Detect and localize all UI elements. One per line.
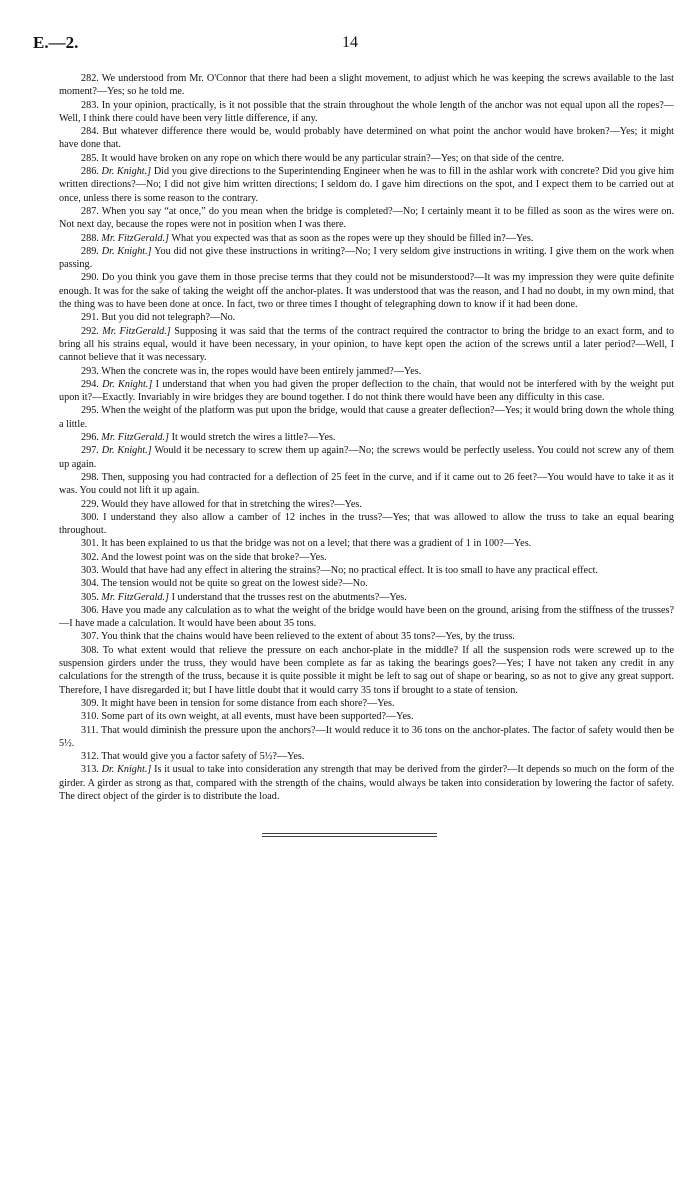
question-number: 308. <box>81 644 99 656</box>
testimony-paragraph <box>59 750 674 763</box>
question-answer-text: Have you made any calculation as to what the weight of the bridge would have been on the ground, arising from the stiffness of the trusses?—I have made a calculation. It would have been about 35 tons. <box>59 604 674 630</box>
testimony-paragraph <box>59 537 674 550</box>
question-answer-text: Supposing it was said that the terms of the contract required the contractor to bring the bridge to an exact form, and to bring all his strains equal, would it have been necessary, in your opinion, to have kept open the action of the screws until a later period?—Well, I cannot believe that it was necessary. <box>59 325 675 364</box>
testimony-paragraph <box>59 577 674 590</box>
question-number: 284. <box>81 126 99 138</box>
question-answer-text: Did you give directions to the Superintending Engineer when he was to fill in the ashlar work with concrete? Did you give him written directions?—No; I did not give him written directions; I seldom do. I gave him directions on the spot, and I expect them to be carried out at once, unless there is some reason to the contrary. <box>59 166 675 204</box>
question-answer-text: And the lowest point was on the side that broke?—Yes. <box>100 551 327 563</box>
question-number: 282. <box>81 73 99 84</box>
question-number: 290. <box>81 272 99 284</box>
testimony-paragraph <box>59 99 674 126</box>
question-answer-text: Would it be necessary to screw them up again?—No; the screws would be perfectly useless. You could not screw any of them up again. <box>59 445 674 470</box>
testimony-paragraph <box>59 630 674 643</box>
testimony-paragraph <box>59 564 674 577</box>
question-number: 312. <box>81 751 99 763</box>
testimony-paragraph <box>59 125 674 152</box>
testimony-paragraph <box>59 604 674 631</box>
question-answer-text: Do you think you gave them in those precise terms that they could not be misunderstood?—It was my impression they were quite definite enough. It was for the sake of taking the weight off the anchor-plates. It was understood that was the reason, and I had no doubt, in my own mind, that the thing was to have been done at once. In fact, two or three times I thought of telegraphing down to know if it had been done. <box>59 272 675 311</box>
question-answer-text: That would diminish the pressure upon the anchors?—It would reduce it to 36 tons on the anchor-plates. The factor of safety would then be 5½. <box>59 724 674 749</box>
testimony-paragraph <box>59 431 674 444</box>
question-number: 297. <box>81 445 99 457</box>
speaker-name: Mr. FitzGerald.] <box>101 232 170 244</box>
testimony-paragraph <box>59 271 674 311</box>
question-number: 295. <box>81 405 99 417</box>
question-number: 304. <box>81 578 99 590</box>
question-answer-text: I understand that the trusses rest on the abutments?—Yes. <box>171 591 407 603</box>
testimony-paragraph <box>59 644 674 697</box>
question-number: 294. <box>81 378 99 390</box>
testimony-paragraph <box>59 165 674 205</box>
question-answer-text: When you say “at once,” do you mean when the bridge is completed?—No; I certainly meant it to be filled as soon as the wires were on. Not next day, because the ropes were not in position when I was there. <box>59 205 674 231</box>
question-number: 292. <box>81 325 99 337</box>
question-answer-text: To what extent would that relieve the pressure on each anchor-plate in the middle? If all the suspension rods were screwed up to the suspension girders under the truss, they would have been complete as far as taking the bearings goes?—Yes; I have not taken any credit in any calculations for the strength of the truss, because it is quite possible it might be left to sag out of shape or bearing, so as not to give any great support. Therefore, I have disregarded it; but I have little doubt that it would carry 35 tons if brought to a state of tension. <box>59 644 675 696</box>
question-number: 300. <box>81 511 99 523</box>
question-answer-text: Would they have allowed for that in stretching the wires?—Yes. <box>101 498 362 510</box>
question-answer-text: When the concrete was in, the ropes would have been entirely jammed?—Yes. <box>101 365 422 377</box>
speaker-name: Dr. Knight.] <box>101 764 152 776</box>
speaker-name: Dr. Knight.] <box>101 166 152 178</box>
testimony-paragraph <box>59 511 674 538</box>
question-answer-text: Is it usual to take into consideration any strength that may be derived from the girder?—It depends so much on the form of the girder. A girder as strong as that, compared with the strength of the chains, would always be taken into consideration by lowering the factor of safety. The direct object of the girder is to distribute the load. <box>59 764 675 803</box>
question-number: 309. <box>81 697 99 709</box>
question-number: 291. <box>81 312 99 324</box>
question-answer-text: That would give you a factor safety of 5½?—Yes. <box>101 751 305 763</box>
question-number: 305. <box>81 591 99 603</box>
question-number: 296. <box>81 432 99 444</box>
question-number: 306. <box>81 604 99 616</box>
testimony-paragraph <box>59 72 674 99</box>
testimony-paragraph <box>59 152 674 165</box>
question-number: 313. <box>81 764 99 776</box>
document-body <box>59 72 674 803</box>
question-answer-text: Would that have had any effect in altering the strains?—No; no practical effect. It is too small to have any practical effect. <box>101 564 598 576</box>
testimony-paragraph <box>59 232 674 245</box>
speaker-name: Dr. Knight.] <box>101 445 152 457</box>
question-number: 311. <box>81 724 99 736</box>
question-number: 229. <box>81 498 99 510</box>
question-number: 310. <box>81 711 99 723</box>
question-answer-text: Some part of its own weight, at all events, must have been supported?—Yes. <box>101 711 414 723</box>
document-code: E.—2. <box>33 33 79 52</box>
question-answer-text: It might have been in tension for some distance from each shore?—Yes. <box>101 697 395 709</box>
question-number: 289. <box>81 245 99 257</box>
testimony-paragraph <box>59 245 674 272</box>
question-number: 288. <box>81 232 99 244</box>
testimony-paragraph <box>59 763 674 803</box>
question-answer-text: I understand they also allow a camber of 12 inches in the truss?—Yes; that was allowed to allow the truss to take an equal bearing throughout. <box>59 511 674 537</box>
question-answer-text: I understand that when you had given the proper deflection to the chain, that would not be interfered with by the weight put upon it?—Exactly. Invariably in wire bridges they are bound together. I do not think there would have been any difficulty in this case. <box>59 378 675 404</box>
question-answer-text: The tension would not be quite so great on the lowest side?—No. <box>101 578 368 590</box>
testimony-paragraph <box>59 724 674 751</box>
testimony-paragraph <box>59 365 674 378</box>
testimony-paragraph <box>59 710 674 723</box>
question-number: 286. <box>81 166 99 178</box>
question-number: 307. <box>81 631 99 643</box>
question-answer-text: But you did not telegraph?—No. <box>101 312 236 324</box>
testimony-paragraph <box>59 205 674 232</box>
end-rule <box>262 833 437 834</box>
question-answer-text: It has been explained to us that the bridge was not on a level; that there was a gradient of 1 in 100?—Yes. <box>101 538 532 550</box>
question-number: 285. <box>81 152 99 164</box>
question-answer-text: It would have broken on any rope on which there would be any particular strain?—Yes; on that side of the centre. <box>101 152 565 164</box>
question-answer-text: It would stretch the wires a little?—Yes. <box>171 432 336 444</box>
question-number: 303. <box>81 564 99 576</box>
testimony-paragraph <box>59 498 674 511</box>
question-number: 302. <box>81 551 99 563</box>
question-number: 283. <box>81 99 99 111</box>
question-answer-text: In your opinion, practically, is it not possible that the strain throughout the whole length of the anchor was not equal upon all the ropes?—Well, I think there could have been very little difference, if any. <box>59 99 674 124</box>
question-number: 298. <box>81 471 99 483</box>
question-answer-text: You did not give these instructions in writing?—No; I very seldom give instructions in writing. I give them on the work when passing. <box>59 245 675 271</box>
testimony-paragraph <box>59 591 674 604</box>
speaker-name: Mr. FitzGerald.] <box>101 591 170 603</box>
testimony-paragraph <box>59 311 674 324</box>
speaker-name: Dr. Knight.] <box>101 245 152 257</box>
end-rule-lower <box>262 836 437 837</box>
page-number: 14 <box>342 34 358 51</box>
question-answer-text: You think that the chains would have been relieved to the extent of about 35 tons?—Yes, by the truss. <box>101 631 515 643</box>
testimony-paragraph <box>59 697 674 710</box>
question-number: 293. <box>81 365 99 377</box>
testimony-paragraph <box>59 444 674 471</box>
question-answer-text: When the weight of the platform was put upon the bridge, would that cause a greater deflection?—Yes; it would bring down the whole thing a little. <box>59 405 674 430</box>
speaker-name: Mr. FitzGerald.] <box>101 432 170 444</box>
testimony-paragraph <box>59 551 674 564</box>
testimony-paragraph <box>59 378 674 405</box>
testimony-paragraph <box>59 325 674 365</box>
question-answer-text: We understood from Mr. O'Connor that there had been a slight movement, to adjust which he was keeping the screws available to the last moment?—Yes; so he told me. <box>59 73 674 98</box>
testimony-paragraph <box>59 471 674 498</box>
question-answer-text: But whatever difference there would be, would probably have determined on what point the anchor would have broken?—Yes; it might have done that. <box>59 126 674 151</box>
question-answer-text: Then, supposing you had contracted for a deflection of 25 feet in the curve, and if it came out to 26 feet?—You would have to take it as it was. You could not lift it up again. <box>59 471 674 497</box>
question-number: 301. <box>81 538 99 550</box>
question-number: 287. <box>81 205 99 217</box>
question-answer-text: What you expected was that as soon as the ropes were up they should be filled in?—Yes. <box>171 232 534 244</box>
speaker-name: Dr. Knight.] <box>102 378 153 390</box>
speaker-name: Mr. FitzGerald.] <box>102 325 171 337</box>
testimony-paragraph <box>59 404 674 431</box>
